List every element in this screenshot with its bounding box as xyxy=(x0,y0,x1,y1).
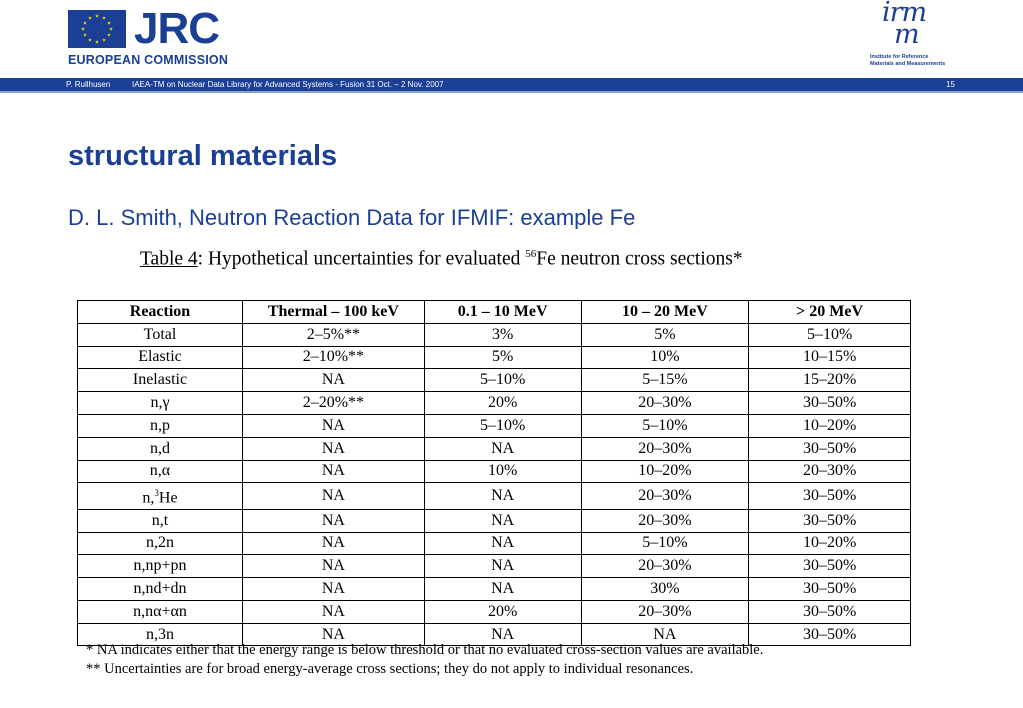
table-row xyxy=(78,369,911,392)
reaction-cell xyxy=(78,483,243,509)
header-bar xyxy=(0,78,1023,91)
reaction-superscript: 3 xyxy=(154,488,159,499)
reaction-prefix: n, xyxy=(142,489,155,507)
value-cell: 10–20% xyxy=(749,532,911,555)
table-row xyxy=(78,483,911,509)
irmm-wordmark xyxy=(882,0,927,50)
value-cell: NA xyxy=(424,623,581,646)
table-row xyxy=(78,555,911,578)
jrc-logo xyxy=(68,4,229,68)
jrc-wordmark: JRC xyxy=(134,4,220,53)
reaction-cell: n,t xyxy=(78,509,243,532)
header-thermal: Thermal – 100 keV xyxy=(242,301,424,324)
header-0-1-10-mev: 0.1 – 10 MeV xyxy=(424,301,581,324)
value-cell: 5–10% xyxy=(581,532,749,555)
value-cell: NA xyxy=(424,509,581,532)
value-cell: NA xyxy=(242,532,424,555)
irmm-wordmark-line2: m xyxy=(894,19,919,50)
value-cell: 30–50% xyxy=(749,600,911,623)
value-cell: 5–10% xyxy=(424,414,581,437)
value-cell: 20% xyxy=(424,600,581,623)
table-caption-superscript: 56 xyxy=(525,248,537,260)
reaction-cell: n,γ xyxy=(78,392,243,415)
value-cell: NA xyxy=(242,578,424,601)
table-row xyxy=(78,392,911,415)
reaction-cell: Total xyxy=(78,323,243,346)
table-row xyxy=(78,578,911,601)
reaction-cell: n,nd+dn xyxy=(78,578,243,601)
value-cell: 20–30% xyxy=(581,555,749,578)
author-label: P. Rullhusen xyxy=(66,80,111,89)
value-cell: 5–10% xyxy=(581,414,749,437)
slide-title: structural materials xyxy=(68,140,338,172)
table-caption-label: Table 4 xyxy=(140,248,198,270)
reaction-cell: Elastic xyxy=(78,346,243,369)
value-cell: 5% xyxy=(424,346,581,369)
irmm-institute-name-line1: Institute for Reference xyxy=(870,54,929,60)
value-cell: NA xyxy=(242,623,424,646)
table-row xyxy=(78,437,911,460)
value-cell: 30–50% xyxy=(749,623,911,646)
value-cell: NA xyxy=(242,414,424,437)
table-row xyxy=(78,414,911,437)
value-cell: 20% xyxy=(424,392,581,415)
value-cell: 5–15% xyxy=(581,369,749,392)
reaction-cell: n,np+pn xyxy=(78,555,243,578)
header-10-20-mev: 10 – 20 MeV xyxy=(581,301,749,324)
irmm-institute-name xyxy=(870,54,945,68)
value-cell: 20–30% xyxy=(749,460,911,483)
value-cell: 15–20% xyxy=(749,369,911,392)
european-commission-label: EUROPEAN COMMISSION xyxy=(68,53,229,67)
value-cell: 30–50% xyxy=(749,483,911,509)
table-row xyxy=(78,346,911,369)
value-cell: 5–10% xyxy=(749,323,911,346)
value-cell: 20–30% xyxy=(581,437,749,460)
reaction-suffix: He xyxy=(158,489,178,507)
value-cell: NA xyxy=(581,623,749,646)
value-cell: 20–30% xyxy=(581,483,749,509)
value-cell: 5–10% xyxy=(424,369,581,392)
table-caption xyxy=(140,248,743,271)
header-divider xyxy=(0,91,1023,93)
value-cell: 20–30% xyxy=(581,509,749,532)
table-row xyxy=(78,460,911,483)
reaction-cell: n,p xyxy=(78,414,243,437)
irmm-institute-name-line2: Materials and Measurements xyxy=(870,61,946,67)
value-cell: NA xyxy=(424,483,581,509)
value-cell: 2–10%** xyxy=(242,346,424,369)
value-cell: 5% xyxy=(581,323,749,346)
value-cell: 3% xyxy=(424,323,581,346)
irmm-wordmark-line1: irm xyxy=(882,0,927,28)
reaction-cell: n,2n xyxy=(78,532,243,555)
footnote-na: * NA indicates either that the energy range is below threshold or that no evaluated cross-section values are available. xyxy=(86,642,764,658)
value-cell: NA xyxy=(424,555,581,578)
reaction-cell: Inelastic xyxy=(78,369,243,392)
irmm-logo xyxy=(868,0,968,72)
value-cell: NA xyxy=(242,460,424,483)
slide-subtitle: D. L. Smith, Neutron Reaction Data for IFMIF: example Fe xyxy=(68,205,636,229)
reaction-cell: n,α xyxy=(78,460,243,483)
reaction-cell: n,3n xyxy=(78,623,243,646)
value-cell: NA xyxy=(242,437,424,460)
value-cell: 30–50% xyxy=(749,509,911,532)
header-reaction: Reaction xyxy=(78,301,243,324)
table-row xyxy=(78,323,911,346)
value-cell: 2–20%** xyxy=(242,392,424,415)
table-caption-text: : Hypothetical uncertainties for evaluated xyxy=(197,248,526,270)
value-cell: 2–5%** xyxy=(242,323,424,346)
value-cell: 10–20% xyxy=(581,460,749,483)
value-cell: NA xyxy=(242,555,424,578)
value-cell: NA xyxy=(424,532,581,555)
value-cell: NA xyxy=(242,509,424,532)
value-cell: 30–50% xyxy=(749,578,911,601)
value-cell: 10–15% xyxy=(749,346,911,369)
page-number: 15 xyxy=(946,80,955,89)
value-cell: NA xyxy=(242,600,424,623)
value-cell: NA xyxy=(424,437,581,460)
event-label: IAEA-TM on Nuclear Data Library for Advanced Systems - Fusion 31 Oct. – 2 Nov. 2007 xyxy=(132,80,444,89)
value-cell: 10–20% xyxy=(749,414,911,437)
value-cell: 30–50% xyxy=(749,437,911,460)
table-row xyxy=(78,600,911,623)
value-cell: NA xyxy=(242,369,424,392)
reaction-cell: n,d xyxy=(78,437,243,460)
table-row xyxy=(78,532,911,555)
header-above-20-mev: > 20 MeV xyxy=(749,301,911,324)
reaction-cell: n,nα+αn xyxy=(78,600,243,623)
value-cell: 30% xyxy=(581,578,749,601)
value-cell: 20–30% xyxy=(581,392,749,415)
table-header-row xyxy=(78,301,911,324)
value-cell: NA xyxy=(424,578,581,601)
table-row xyxy=(78,509,911,532)
value-cell: 10% xyxy=(581,346,749,369)
value-cell: 10% xyxy=(424,460,581,483)
value-cell: NA xyxy=(242,483,424,509)
value-cell: 30–50% xyxy=(749,555,911,578)
table-caption-text-after: Fe neutron cross sections* xyxy=(536,248,743,270)
uncertainty-table xyxy=(77,300,911,646)
eu-flag-icon xyxy=(68,10,126,48)
footnote-uncertainties: ** Uncertainties are for broad energy-average cross sections; they do not apply to individual resonances. xyxy=(86,661,694,677)
value-cell: 20–30% xyxy=(581,600,749,623)
value-cell: 30–50% xyxy=(749,392,911,415)
